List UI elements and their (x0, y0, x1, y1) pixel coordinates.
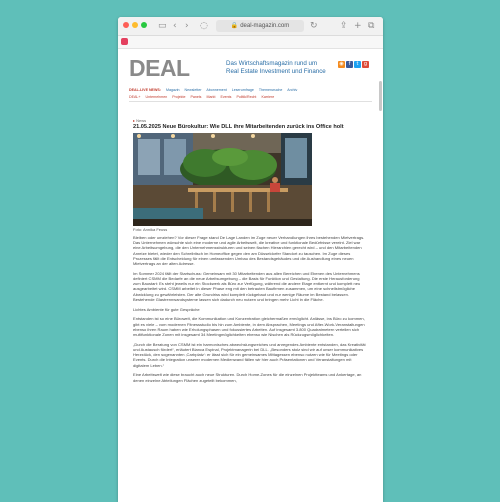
article-body (133, 235, 367, 387)
address-bar[interactable] (216, 20, 304, 32)
nav-item-abonnement[interactable]: Abonnement (206, 88, 227, 92)
rss-icon[interactable]: ◉ (339, 61, 344, 67)
breadcrumb (133, 118, 146, 123)
article-paragraph: Entstanden ist so eine Bürowelt, die Kommunikation und Konzentration gleichermaßen ermöglicht. Anlässe, ins Büro zu kommen, gibt es viele – vom modernen Fitnessstudio bis hin zum Ambiente, in dem Absprachen, Meetings und After-Work-Veranstaltungen ebenso ihren Raum haben wie Erholungsphasen und fokussiertes Arbeiten. Auf insgesamt 3.800 Quadratmetern verteilen sich multifunktionale Zonen mit insgesamt 34 Meetingmöglichkeiten ebenso wie Nischen als Rückzugsmöglichkeiten. (133, 316, 365, 338)
sidebar-toggle-icon[interactable]: ▭ (158, 21, 167, 31)
nav-item-newsletter[interactable]: Newsletter (184, 88, 202, 92)
photo-caption: Foto: Annika Feuss (133, 227, 168, 232)
new-tab-icon[interactable]: + (354, 21, 362, 31)
forward-icon[interactable]: › (185, 21, 189, 31)
share-icon[interactable]: ⇪ (340, 21, 348, 31)
article-paragraph: Im Sommer 2024 fällt der Startschuss: Gemeinsam mit 30 Mitarbeitenden aus allen Bereichen und Ebenen des Unternehmens definiert CSMM die Bedarfe an die neue Arbeitsumgebung – die Basis für Funktion und Gestaltung. Die erste Herausforderung zum Baustart: Es steht jeweils nur ein Stockwerk als Büro zur Verfügung, während die andere Etage entkernt und komplett neu ausgearbeitet wird. CSMM arbeitet in dieser Phase eng mit den betrauten Baufirmen zusammen, um eine schnellstmögliche Abwicklung zu gewährleisten. Der alte Grundriss wird komplett rückgebaut und nur wenige Räume im Bestand belassen. Bestehende Glastrennwandsysteme lassen sich dadurch neu nutzen und bringen mehr Licht in die Fläche. (133, 270, 361, 302)
close-window-button[interactable] (123, 22, 129, 28)
secondary-nav (129, 94, 372, 102)
page-scrollbar[interactable] (379, 81, 382, 111)
lock-icon: 🔒 (230, 23, 239, 29)
site-tagline (226, 60, 326, 75)
article-paragraph: „Durch die Beratung von CSMM ist ein harmonisches abwechslungsreiches und anregendes Ambiente entstanden, das Kreativität und Austausch fördert“, erläutert Bianca Espinal, Projektmanagerin bei DLL. „Besonders stolz sind wir auf unser kommunikatives Herzstück, den sogenannten ‚Carbplatz‘: er lässt sich für ein gemeinsames Mittagessen ebenso nutzen wie für Meetings oder Events. Durch die Integration unserer modernen Medienwand fällen wir hier auch Präsentationen und Veranstaltungen mit digitalem Leben.“ (133, 341, 366, 368)
back-icon[interactable]: ‹ (173, 21, 177, 31)
article-paragraph: Bleiben oder umziehen? Vor dieser Frage stand De Lage Landen im Zuge neuer Verhandlungen ihres bestehenden Mietvertrags. Das Unternehmen wünschte sich eine moderne und agile Arbeitswelt, die kreative und funktionale Bedürfnisse vereint. Ziel war eine Arbeitsumgebung, die den Unternehmensstrukturen und seinen flachen Hierarchien gerecht wird – und den Mitarbeitenden Anreize bietet, wieder den Schreibtisch im Homeoffice gegen den am Düsseldorfer Standort zu tauschen. Im Zuge dieses Prozesses fällt die Entscheidung für einen umfassenden Umbau des Bestandsgebäudes und die Aushandlung eines neuen Mietvertrags an der alten Adresse. (133, 235, 365, 267)
nav-item-karriere[interactable]: Karriere (261, 95, 275, 99)
privacy-shield-icon[interactable]: ◌ (200, 21, 208, 31)
site-logo[interactable]: DEAL (129, 55, 190, 81)
instagram-favicon-icon[interactable] (121, 38, 128, 45)
nav-item-projekte[interactable]: Projekte (172, 95, 186, 99)
primary-nav (129, 86, 372, 94)
zoom-window-button[interactable] (141, 22, 147, 28)
nav-item-live-news[interactable]: DEAL-LIVE NEWS: (129, 88, 161, 92)
address-bar-url: deal-magazin.com (240, 23, 290, 29)
nav-item-unternehmen[interactable]: Unternehmen (145, 95, 168, 99)
nav-item-themenwoche[interactable]: Themenwuche (258, 88, 283, 92)
page-viewport (118, 48, 383, 502)
article-paragraph: Eine Arbeitswelt wie diese braucht auch neue Strukturen. Durch Home-Zones für die einzelnen Projektteams und Ankertage, an denen einzelne Abteilungen Flächen zugeteilt bekommen, (133, 372, 362, 383)
google-plus-icon[interactable]: g (363, 61, 368, 67)
reload-icon[interactable]: ↻ (310, 21, 318, 31)
nav-item-politik-recht[interactable]: Politik/Recht (236, 95, 257, 99)
nav-item-deal-plus[interactable]: DEAL+ (129, 95, 141, 99)
minimize-window-button[interactable] (132, 22, 138, 28)
nav-item-events[interactable]: Events (220, 95, 232, 99)
twitter-icon[interactable]: t (354, 61, 361, 68)
article-photo (133, 133, 312, 226)
nav-item-markt[interactable]: Markt (206, 95, 216, 99)
nav-item-archiv[interactable]: Archiv (287, 88, 298, 92)
browser-window (118, 17, 383, 502)
facebook-icon[interactable]: f (346, 61, 353, 68)
breadcrumb-news[interactable]: News (136, 118, 147, 123)
tab-overview-icon[interactable]: ⧉ (368, 21, 375, 31)
tagline-line-1: Das Wirtschaftsmagazin rund um (226, 60, 318, 67)
breadcrumb-arrow-icon: ▸ (133, 118, 137, 123)
article-subheading: Lichtes Ambiente für gute Gespräche (133, 306, 200, 312)
tagline-line-2: Real Estate Investment und Finance (226, 67, 326, 75)
office-photo-illustration (133, 133, 312, 226)
nav-item-panels[interactable]: Panels (190, 95, 202, 99)
nav-item-magazin[interactable]: Magazin (165, 88, 180, 92)
article-headline: 21.05.2025 Neue Bürokultur: Wie DLL ihre Mitarbeitenden zurück ins Office holt (133, 124, 344, 130)
nav-item-leserumfrage[interactable]: Leserumfrage (231, 88, 254, 92)
browser-titlebar (118, 17, 383, 36)
